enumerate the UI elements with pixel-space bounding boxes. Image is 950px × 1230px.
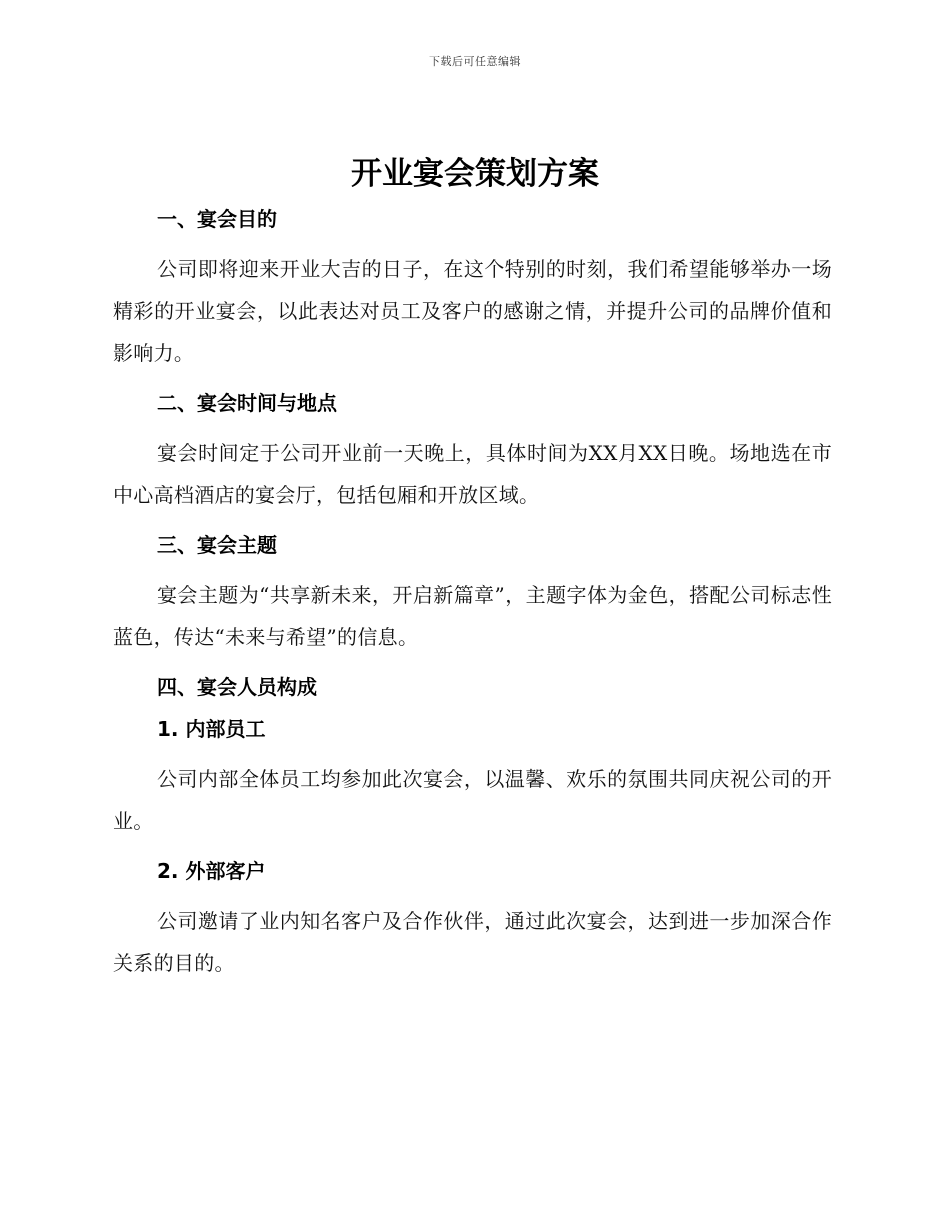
document-body: [113, 198, 832, 992]
section-heading-time-place: 二、宴会时间与地点: [157, 391, 337, 415]
document-title: 开业宴会策划方案: [351, 156, 599, 192]
section-paragraph-time-place: 宴会时间定于公司开业前一天晚上，具体时间为XX月XX日晚。场地选在市中心高档酒店的宴会厅，包括包厢和开放区域。: [113, 441, 832, 507]
header-note: 下载后可任意编辑: [429, 55, 521, 68]
section-heading-attendees: 四、宴会人员构成: [157, 675, 317, 699]
section-heading-purpose: 一、宴会目的: [157, 207, 277, 231]
subsection-heading-external-clients: 2. 外部客户: [157, 859, 266, 883]
subsection-paragraph-internal-staff: 公司内部全体员工均参加此次宴会，以温馨、欢乐的氛围共同庆祝公司的开业。: [113, 767, 832, 833]
subsection-paragraph-external-clients: 公司邀请了业内知名客户及合作伙伴，通过此次宴会，达到进一步加深合作关系的目的。: [113, 909, 832, 975]
section-heading-theme: 三、宴会主题: [157, 533, 277, 557]
section-paragraph-theme: 宴会主题为“共享新未来，开启新篇章”，主题字体为金色，搭配公司标志性蓝色，传达“未来与希望”的信息。: [113, 583, 832, 649]
subsection-heading-internal-staff: 1. 内部员工: [157, 717, 266, 741]
section-paragraph-purpose: 公司即将迎来开业大吉的日子，在这个特别的时刻，我们希望能够举办一场精彩的开业宴会，以此表达对员工及客户的感谢之情，并提升公司的品牌价值和影响力。: [113, 257, 832, 365]
